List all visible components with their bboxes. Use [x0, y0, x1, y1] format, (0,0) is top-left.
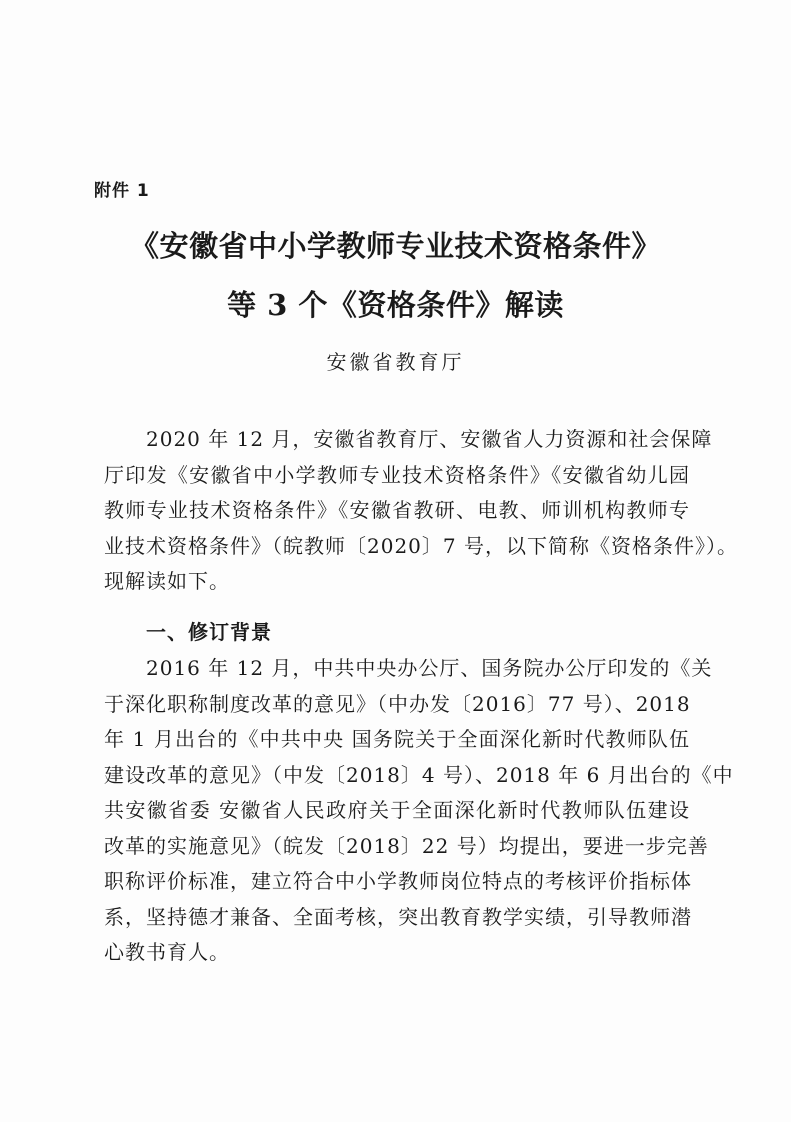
section-heading: 一、修订背景: [146, 620, 272, 644]
text-line: 2016 年 12 月，中共中央办公厅、国务院办公厅印发的《关: [104, 656, 713, 680]
text-line: 年 1 月出台的《中共中央 国务院关于全面深化新时代教师队伍: [104, 727, 690, 751]
text-line: 业技术资格条件》（皖教师〔2020〕7 号，以下简称《资格条件》）。: [104, 533, 738, 558]
document-title-line-1: 《安徽省中小学教师专业技术资格条件》: [129, 229, 661, 263]
attachment-label: 附件 1: [94, 181, 150, 201]
text-line: 职称评价标准，建立符合中小学教师岗位特点的考核评价指标体: [104, 869, 692, 893]
text-line: 系，坚持德才兼备、全面考核，突出教育教学实绩，引导教师潜: [104, 904, 692, 929]
text-line: 2020 年 12 月，安徽省教育厅、安徽省人力资源和社会保障: [104, 427, 713, 451]
background-paragraph: [104, 651, 734, 971]
text-line: 共安徽省委 安徽省人民政府关于全面深化新时代教师队伍建设: [104, 798, 690, 822]
document-title-line-2: 等 3 个《资格条件》解读: [227, 288, 564, 322]
text-line: 现解读如下。: [104, 569, 230, 593]
text-line: 建设改革的意见》（中发〔2018〕4 号）、2018 年 6 月出台的《中: [104, 762, 734, 787]
intro-paragraph: [104, 422, 738, 600]
text-line: 改革的实施意见》（皖发〔2018〕22 号）均提出，要进一步完善: [104, 833, 709, 858]
text-line: 于深化职称制度改革的意见》（中办发〔2016〕77 号）、2018: [104, 691, 691, 716]
issuing-authority: 安徽省教育厅: [326, 350, 465, 374]
text-line: 教师专业技术资格条件》《安徽省教研、电教、师训机构教师专: [104, 498, 690, 522]
text-line: 厅印发《安徽省中小学教师专业技术资格条件》《安徽省幼儿园: [104, 462, 690, 487]
text-line: 心教书育人。: [104, 940, 230, 964]
